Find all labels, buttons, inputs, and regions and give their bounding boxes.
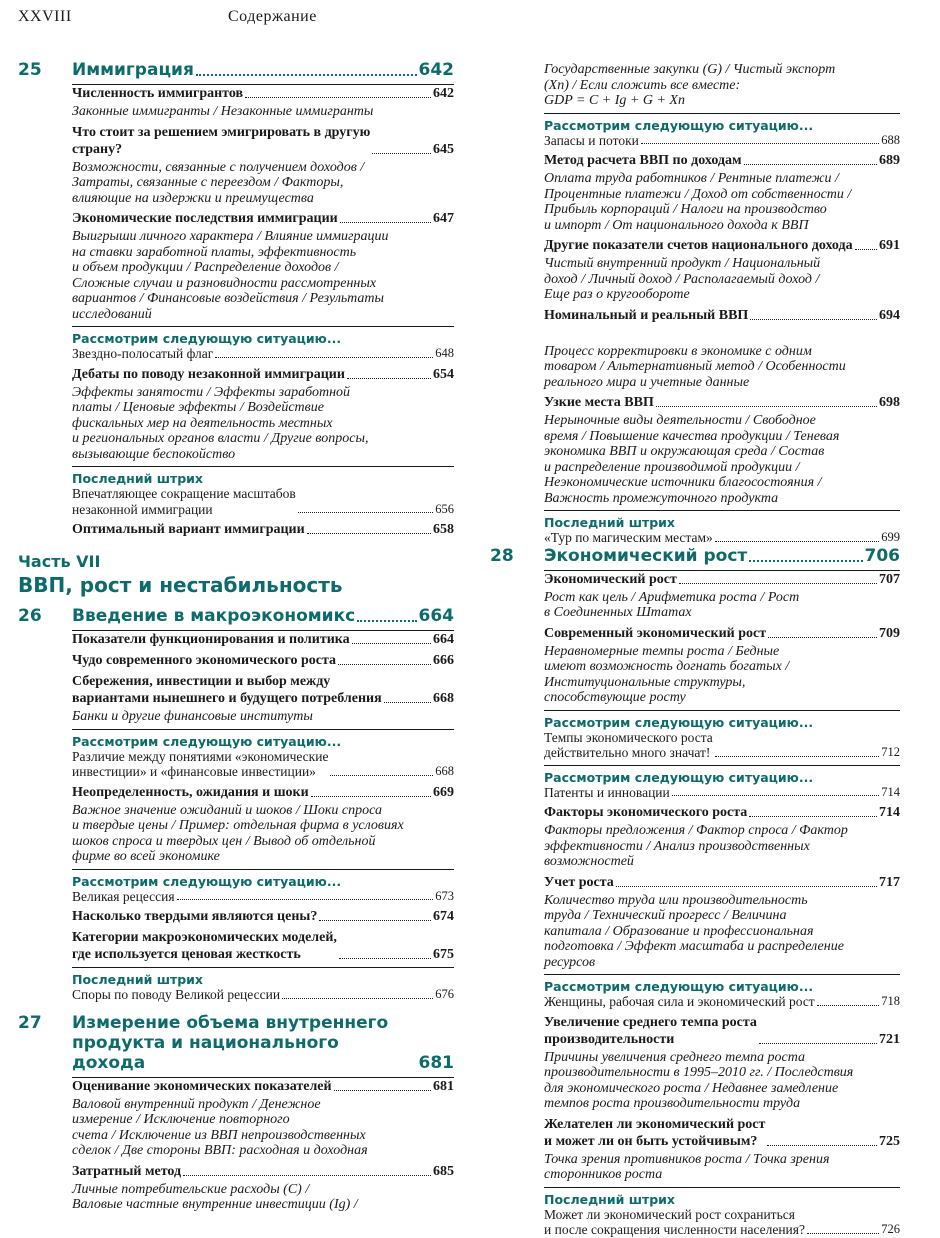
- section-block: [544, 625, 900, 642]
- section-block: [72, 229, 454, 322]
- section-block: [544, 590, 900, 621]
- feature-box-title: «Тур по магическим местам»: [544, 530, 713, 545]
- subtopics-text: Причины увеличения среднего темпа роста производительности в 1995–2010 гг. / Последствия для экономического роста / Недавнее замедление темпов роста производительности труда: [544, 1049, 854, 1111]
- dot-leader: [196, 74, 417, 76]
- entry-page: 707: [879, 571, 900, 587]
- feature-box-title: Женщины, рабочая сила и экономический рост: [544, 994, 815, 1009]
- chapter-heading[interactable]: [490, 546, 900, 566]
- chapter-page: 681: [418, 1052, 454, 1073]
- feature-box-page: 676: [435, 987, 454, 1001]
- section-block: [544, 765, 900, 801]
- toc-entry[interactable]: [544, 394, 900, 411]
- section-block: [72, 385, 454, 463]
- toc-entry[interactable]: [544, 1014, 900, 1048]
- toc-entry[interactable]: [544, 237, 900, 254]
- entry-page: 664: [433, 632, 454, 647]
- section-block: [72, 521, 454, 538]
- chapter-number: 25: [18, 60, 42, 80]
- toc-entry[interactable]: [72, 673, 454, 707]
- dot-leader: [817, 1005, 880, 1006]
- dot-leader: [183, 1175, 431, 1176]
- section-block: [72, 1163, 454, 1180]
- dot-leader: [715, 756, 879, 757]
- entry-title: Показатели функционирования и политика: [72, 632, 350, 647]
- section-block: [72, 784, 454, 801]
- dot-leader: [679, 583, 877, 584]
- toc-entry[interactable]: [72, 652, 454, 669]
- feature-box[interactable]: [72, 729, 454, 780]
- dot-leader: [744, 164, 877, 165]
- entry-page: 709: [879, 625, 900, 641]
- entry-title: Другие показатели счетов национального дохода: [544, 238, 853, 253]
- subtopics-text: Выигрыши личного характера / Влияние иммиграции на ставки заработной платы, эффективность и объем продукции / Распределение доходов / Сложные случаи и разновидности рассмотренных вариантов / Финансовые воздействия / Результаты исследований: [72, 229, 389, 322]
- entry-page: 675: [433, 947, 454, 962]
- chapter-heading[interactable]: [18, 60, 454, 80]
- entry-title: Факторы экономического роста: [544, 805, 748, 820]
- feature-box-title: Споры по поводу Великой рецессии: [72, 987, 281, 1002]
- section-block: [544, 113, 900, 149]
- subtopics-text: Оплата труда работников / Рентные платежи / Процентные платежи / Доход от собственности / Прибыль корпораций / Налоги на производство и импорт / От национального дохода к ВВП: [544, 171, 852, 233]
- section-block: [72, 729, 454, 780]
- toc-entry[interactable]: [72, 366, 454, 383]
- part-label: Часть VII: [18, 552, 101, 571]
- entry-page: 681: [433, 1078, 454, 1094]
- section-block: [544, 1050, 900, 1112]
- entry-title: Чудо современного экономического роста: [72, 653, 337, 668]
- toc-entry[interactable]: [72, 630, 454, 648]
- feature-box-entry: [72, 987, 454, 1003]
- header-title: Содержание: [228, 8, 317, 25]
- section-block: [72, 630, 454, 648]
- dot-leader: [352, 643, 431, 644]
- dot-leader: [339, 958, 431, 959]
- toc-entry[interactable]: [544, 804, 900, 821]
- section-block: [72, 466, 454, 517]
- entry-page: 647: [433, 211, 454, 226]
- section-block: [544, 1152, 900, 1183]
- part-heading: [18, 552, 454, 598]
- section-block: [72, 869, 454, 905]
- section-block: [72, 803, 454, 865]
- feature-box-entry: [72, 889, 454, 905]
- entry-title: Экономические последствия иммиграции: [72, 211, 338, 226]
- feature-box-entry: [544, 730, 900, 761]
- entry-title: Категории макроэкономических моделей, где используется ценовая жесткость: [72, 930, 337, 962]
- feature-box-heading: Последний штрих: [72, 471, 203, 486]
- feature-box-heading: Рассмотрим следующую ситуацию...: [72, 873, 342, 889]
- entry-page: 698: [879, 395, 900, 410]
- dot-leader: [749, 560, 862, 562]
- feature-box-entry: [544, 530, 900, 546]
- feature-box-entry: [544, 133, 900, 149]
- feature-box-page: 712: [881, 745, 900, 759]
- dot-leader: [715, 541, 879, 542]
- entry-title: Оценивание экономических показателей: [72, 1078, 332, 1094]
- dot-leader: [347, 378, 431, 379]
- section-block: [544, 344, 900, 391]
- feature-box[interactable]: [544, 974, 900, 1010]
- section-block: [72, 124, 454, 158]
- entry-title: Дебаты по поводу незаконной иммиграции: [72, 366, 345, 382]
- subtopics-text: Важное значение ожиданий и шоков / Шоки спроса и твердые цены / Пример: отдельная фирма в условиях шоков спроса и твердых цен / Вывод об отдельной фирме во всей экономике: [72, 802, 404, 864]
- subtopics-text: Законные иммигранты / Незаконные иммигранты: [72, 104, 374, 119]
- page-header: [18, 8, 317, 26]
- section-block: [72, 652, 454, 669]
- section-block: [544, 510, 900, 546]
- feature-box-heading: Последний штрих: [72, 972, 203, 987]
- entry-title: Метод расчета ВВП по доходам: [544, 153, 742, 168]
- section-block: [544, 307, 900, 324]
- section-block: [72, 709, 454, 725]
- section-block: [72, 908, 454, 925]
- feature-box-title: Великая рецессия: [72, 888, 175, 904]
- entry-page: 658: [433, 522, 454, 537]
- toc-entry[interactable]: [72, 84, 454, 102]
- toc-entry[interactable]: [544, 152, 900, 169]
- entry-title: Экономический рост: [544, 571, 677, 587]
- entry-title: Увеличение среднего темпа роста производительности: [544, 1014, 757, 1047]
- dot-leader: [330, 775, 433, 776]
- entry-page: 645: [433, 141, 454, 157]
- subtopics-text: Процесс корректировки в экономике с одним товаром / Альтернативный метод / Особенности реального мира и учетные данные: [544, 343, 846, 390]
- dot-leader: [298, 512, 433, 513]
- subtopics-text: Эффекты занятости / Эффекты заработной платы / Ценовые эффекты / Воздействие фискальных мер на деятельность местных и региональных органов власти / Другие вопросы, вызывающие беспокойство: [72, 384, 369, 462]
- entry-page: 721: [879, 1031, 900, 1047]
- entry-page: 717: [879, 874, 900, 890]
- dot-leader: [768, 637, 877, 638]
- subtopics-text: Чистый внутренний продукт / Национальный доход / Личный доход / Располагаемый доход / Еще раз о кругообороте: [544, 256, 821, 302]
- entry-title: Затратный метод: [72, 1163, 182, 1179]
- section-block: [72, 1097, 454, 1159]
- feature-box-entry: [72, 346, 454, 362]
- entry-page: 694: [879, 307, 900, 323]
- chapter-title: Экономический рост: [544, 545, 748, 566]
- section-block: [544, 1014, 900, 1048]
- dot-leader: [215, 357, 433, 358]
- feature-box-title: Темпы экономического роста действительно много значат!: [544, 729, 713, 760]
- section-block: [72, 929, 454, 963]
- entry-title: Численность иммигрантов: [72, 86, 244, 101]
- feature-box-entry: [72, 749, 454, 780]
- entry-title: Номинальный и реальный ВВП: [544, 307, 749, 323]
- toc-entry[interactable]: [72, 521, 454, 538]
- dot-leader: [357, 620, 416, 622]
- entry-title: Узкие места ВВП: [544, 395, 654, 410]
- chapter-title-row: [72, 606, 454, 626]
- chapter-page: 664: [418, 606, 454, 626]
- dot-leader: [311, 796, 431, 797]
- subtopics-text: Точка зрения противников роста / Точка зрения сторонников роста: [544, 1151, 830, 1182]
- feature-box-heading: Рассмотрим следующую ситуацию...: [544, 714, 814, 730]
- feature-box-entry: [544, 785, 900, 801]
- feature-box[interactable]: [544, 1187, 900, 1238]
- toc-entry[interactable]: [72, 784, 454, 801]
- left-column: [18, 60, 454, 1213]
- dot-leader: [656, 406, 877, 407]
- part-title: ВВП, рост и нестабильность: [18, 573, 343, 597]
- feature-box-page: 688: [881, 132, 900, 147]
- feature-box-page: 718: [881, 994, 900, 1008]
- chapter-title: Измерение объема внутреннего продукта и национального дохода: [72, 1012, 389, 1073]
- dot-leader: [384, 702, 431, 703]
- section-block: [544, 413, 900, 506]
- entry-page: 689: [879, 153, 900, 168]
- entry-page: 691: [879, 238, 900, 253]
- feature-box-entry: [72, 486, 454, 517]
- subtopics-text: Банки и другие финансовые институты: [72, 709, 313, 724]
- feature-box[interactable]: [544, 113, 900, 149]
- subtopics-text: Количество труда или производительность труда / Технический прогресс / Величина капитала / Образование и профессиональная подготовка / Эффект масштаба и распределение ресурсов: [544, 892, 844, 970]
- section-block: [72, 210, 454, 227]
- section-block: [544, 874, 900, 891]
- dot-leader: [749, 816, 877, 817]
- page-number: XXVIII: [18, 8, 72, 25]
- section-block: [544, 256, 900, 303]
- section-block: [72, 104, 454, 120]
- toc-entry[interactable]: [72, 1163, 454, 1180]
- right-column: [490, 60, 900, 1238]
- chapter-page: 706: [864, 545, 900, 566]
- feature-box-title: Запасы и потоки: [544, 132, 639, 148]
- section-block: [544, 710, 900, 761]
- section-block: [544, 152, 900, 169]
- subtopics-text: Возможности, связанные с получением доходов / Затраты, связанные с переездом / Факторы, влияющие на издержки и преимущества: [72, 159, 365, 206]
- feature-box-heading: Последний штрих: [544, 515, 675, 530]
- entry-page: 725: [879, 1133, 900, 1149]
- toc-entry[interactable]: [544, 570, 900, 588]
- feature-box-page: 656: [435, 501, 454, 516]
- dot-leader: [307, 533, 431, 534]
- feature-box-title: Может ли экономический рост сохраниться и после сокращения численности населения?: [544, 1206, 805, 1237]
- toc-entry[interactable]: [544, 625, 900, 642]
- entry-page: 669: [433, 784, 454, 800]
- feature-box-title: Впечатляющее сокращение масштабов незаконной иммиграции: [72, 486, 296, 517]
- dot-leader: [750, 319, 877, 320]
- feature-box-heading: Рассмотрим следующую ситуацию...: [72, 733, 342, 749]
- chapter-title: Иммиграция: [72, 60, 194, 80]
- entry-title: Учет роста: [544, 874, 614, 890]
- feature-box[interactable]: [544, 510, 900, 546]
- feature-box[interactable]: [544, 710, 900, 761]
- entry-page: 668: [433, 691, 454, 706]
- entry-title: Что стоит за решением эмигрировать в другую страну?: [72, 124, 371, 157]
- dot-leader: [334, 1090, 431, 1091]
- feature-box-page: 648: [435, 346, 454, 360]
- section-block: [544, 237, 900, 254]
- entry-page: 666: [433, 653, 454, 668]
- feature-box-title: Звездно-полосатый флаг: [72, 346, 214, 361]
- section-block: [72, 366, 454, 383]
- dot-leader: [282, 998, 433, 999]
- toc-entry[interactable]: [544, 1116, 900, 1150]
- entry-page: 685: [433, 1163, 454, 1179]
- chapter-number: 28: [490, 545, 514, 566]
- feature-box-heading: Последний штрих: [544, 1191, 675, 1207]
- feature-box-entry: [544, 1207, 900, 1238]
- feature-box[interactable]: [72, 466, 454, 517]
- feature-box-heading: Рассмотрим следующую ситуацию...: [544, 117, 814, 133]
- dot-leader: [672, 795, 880, 796]
- feature-box-title: Патенты и инновации: [544, 784, 670, 800]
- entry-page: 654: [433, 366, 454, 382]
- feature-box-page: 726: [881, 1222, 900, 1236]
- section-block: [544, 62, 900, 109]
- entry-title: Желателен ли экономический рост и может ли он быть устойчивым?: [544, 1116, 766, 1149]
- entry-title: Оптимальный вариант иммиграции: [72, 522, 305, 537]
- chapter-title-row: [544, 546, 900, 566]
- entry-title: Неопределенность, ожидания и шоки: [72, 784, 309, 800]
- feature-box-page: 714: [881, 784, 900, 799]
- section-block: [72, 1182, 454, 1213]
- dot-leader: [759, 1043, 877, 1044]
- feature-box-page: 668: [435, 764, 454, 778]
- entry-page: 642: [433, 86, 454, 101]
- toc-entry[interactable]: [72, 929, 454, 963]
- toc-entry[interactable]: [72, 1077, 454, 1095]
- dot-leader: [245, 97, 431, 98]
- dot-leader: [340, 222, 431, 223]
- feature-box[interactable]: [72, 869, 454, 905]
- chapter-title-row: [72, 60, 454, 80]
- feature-box[interactable]: [544, 765, 900, 801]
- section-block: [72, 1077, 454, 1095]
- toc-entry[interactable]: [544, 307, 900, 324]
- section-block: [544, 1187, 900, 1238]
- dot-leader: [641, 143, 879, 144]
- chapter-page: 642: [418, 60, 454, 80]
- dot-leader: [767, 1145, 877, 1146]
- entry-title: Насколько твердыми являются цены?: [72, 909, 318, 924]
- chapter-number: 27: [18, 1012, 42, 1033]
- section-block: [72, 326, 454, 362]
- chapter-heading[interactable]: [18, 1013, 454, 1073]
- feature-box-heading: Рассмотрим следующую ситуацию...: [544, 979, 814, 994]
- section-block: [544, 1116, 900, 1150]
- dot-leader: [807, 1233, 879, 1234]
- subtopics-text: Нерыночные виды деятельности / Свободное время / Повышение качества продукции / Теневая экономика ВВП и окружающая среда / Состав и распределение производимой продукции / Неэкономические источники благосостояния / Важность промежуточного продукта: [544, 413, 840, 506]
- toc-entry[interactable]: [72, 210, 454, 227]
- entry-title: Сбережения, инвестиции и выбор между вариантами нынешнего и будущего потребления: [72, 674, 382, 706]
- dot-leader: [372, 153, 431, 154]
- section-block: [544, 394, 900, 411]
- feature-box-heading: Рассмотрим следующую ситуацию...: [544, 769, 814, 785]
- section-block: [544, 804, 900, 821]
- section-block: [72, 160, 454, 207]
- subtopics-text: Факторы предложения / Фактор спроса / Фактор эффективности / Анализ производственных возможностей: [544, 823, 848, 869]
- subtopics-text: Государственные закупки (G) / Чистый экспорт (Xn) / Если сложить все вместе: GDP = C + Ig + G + Xn: [544, 62, 836, 108]
- toc-entry[interactable]: [72, 908, 454, 925]
- dot-leader: [319, 920, 431, 921]
- section-block: [544, 570, 900, 588]
- feature-box-entry: [544, 994, 900, 1010]
- toc-entry[interactable]: [544, 874, 900, 891]
- subtopics-text: Валовой внутренний продукт / Денежное измерение / Исключение повторного счета / Исключение из ВВП непроизводственных сделок / Две стороны ВВП: расходная и доходная: [72, 1096, 368, 1158]
- dot-leader: [855, 249, 877, 250]
- section-block: [72, 84, 454, 102]
- feature-box[interactable]: [72, 967, 454, 1003]
- section-block: [544, 974, 900, 1010]
- section-block: [544, 171, 900, 233]
- chapter-title: Введение в макроэкономикс: [72, 606, 356, 626]
- section-block: [72, 673, 454, 707]
- feature-box-heading: Рассмотрим следующую ситуацию...: [72, 331, 342, 346]
- toc-entry[interactable]: [72, 124, 454, 158]
- feature-box-page: 699: [881, 530, 900, 544]
- section-block: [72, 967, 454, 1003]
- subtopics-text: Неравномерные темпы роста / Бедные имеют возможность догнать богатых / Институциональные структуры, способствующие росту: [544, 643, 790, 705]
- chapter-title-row: [72, 1013, 454, 1073]
- dot-leader: [338, 664, 431, 665]
- section-block: [544, 893, 900, 971]
- section-block: [544, 823, 900, 870]
- subtopics-text: Личные потребительские расходы (C) / Валовые частные внутренние инвестиции (Ig) /: [72, 1181, 358, 1212]
- chapter-number: 26: [18, 606, 42, 626]
- chapter-heading[interactable]: [18, 606, 454, 626]
- dot-leader: [616, 886, 877, 887]
- entry-title: Современный экономический рост: [544, 625, 767, 641]
- entry-page: 714: [879, 805, 900, 820]
- section-block: [544, 644, 900, 706]
- feature-box[interactable]: [72, 326, 454, 362]
- subtopics-text: Рост как цель / Арифметика роста / Рост в Соединенных Штатах: [544, 589, 800, 620]
- feature-box-title: Различие между понятиями «экономические инвестиции» и «финансовые инвестиции»: [72, 748, 329, 779]
- dot-leader: [177, 899, 434, 900]
- feature-box-page: 673: [435, 888, 454, 903]
- entry-page: 674: [433, 909, 454, 924]
